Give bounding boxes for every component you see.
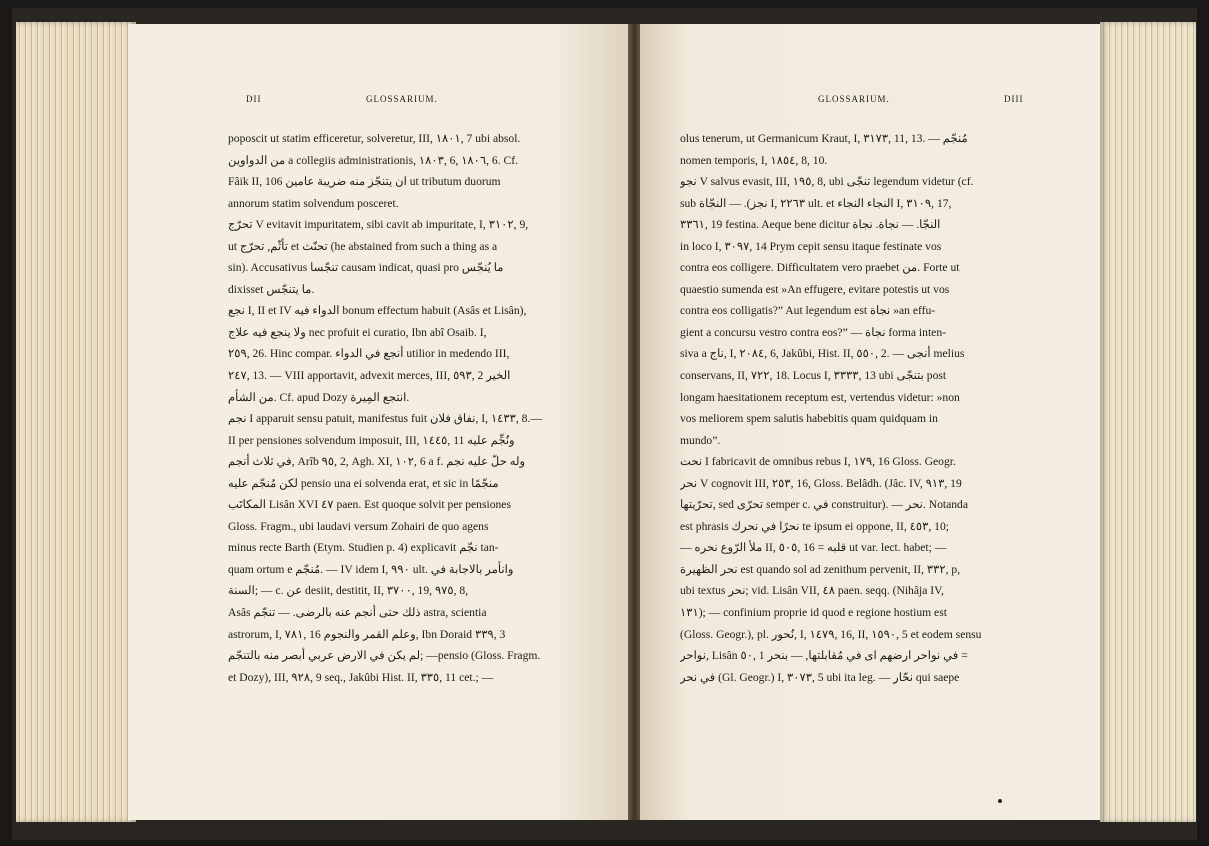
left-page: [128, 24, 630, 820]
text-line: gient a concursu vestro contra eos?” — نجاة forma inten-: [680, 325, 946, 339]
right-page-number: DIII: [1004, 94, 1024, 104]
text-line: est phrasis نحرًا في نحرك te ipsum ei oppone, II, ٤٥٣, 10;: [680, 519, 949, 533]
ink-speck: [998, 799, 1002, 803]
text-line: نحر الظهيرة est quando sol ad zenithum pervenit, II, ٣٣٢, p,: [680, 562, 961, 576]
right-page-body: [680, 128, 1060, 688]
text-line: vos meliorem spem salutis habebitis quam quidquam in: [680, 412, 938, 426]
text-line: annorum statim solvendum posceret.: [228, 196, 399, 210]
text-line: نواحر, Lisân ٥٠, 1 في نواحر ارضهم اى في مُقابلتها, — بنحر =: [680, 649, 968, 663]
text-line: longam haesitationem receptum est, vertendus videtur: »non: [680, 390, 960, 404]
text-line: في ثلاث أنجم, Arîb ٩٥, 2, Agh. XI, ١٠٢, 6 a f. وله حلّ عليه نجم: [228, 455, 526, 469]
text-line: Asâs ذلك حتى أنجم عنه بالرضى. — تنجّم astra, scientia: [228, 606, 487, 620]
text-line: نجو V salvus evasit, III, ١٩٥, 8, ubi تنجّى legendum videtur (cf.: [680, 175, 974, 189]
text-line: في نحر (Gl. Geogr.) I, ٣٠٧٣, 5 ubi ita leg. — نحّار qui saepe: [680, 670, 960, 684]
text-line: — ملأ الرّوع نحره II, ٥٠٥, 16 = قلبه ut var. lect. habet; —: [680, 541, 947, 555]
text-line: ١٣١); — confinium proprie id quod e regione hostium est: [680, 606, 947, 620]
text-line: quam ortum e مُنجّم. — IV idem I, ٩٩٠ ult. وانأمر بالاجابة في: [228, 562, 514, 576]
left-page-number: DII: [246, 94, 262, 104]
right-page-edges: [1100, 22, 1196, 822]
text-line: لكن مُنجّم عليه pensio una ei solvenda erat, et sic in منجّمًا: [228, 476, 499, 490]
text-line: quaestio sumenda est »An effugere, evitare potestis ut vos: [680, 282, 950, 296]
text-line: mundo”.: [680, 433, 721, 447]
text-line: نجع I, II et IV الدواء فيه bonum effectum habuit (Asâs et Lisân),: [228, 304, 527, 318]
text-line: in loco I, ٣٠٩٧, 14 Prym cepit sensu itaque festinate vos: [680, 239, 942, 253]
left-running-head: GLOSSARIUM.: [366, 94, 438, 104]
text-line: تحرّيتها, sed تحرّى semper c. في construitur). — نحر. Notanda: [680, 498, 968, 512]
text-line: ٢٤٧, 13. — VIII apportavit, advexit merces, III, ٥٩٣, 2 الخير: [228, 369, 511, 383]
text-line: ٢٥٩, 26. Hinc compar. أنجع في الدواء utilior in medendo III,: [228, 347, 510, 361]
text-line: dixisset ما يتنجّس.: [228, 282, 315, 296]
text-line: المكاتَب Lisân XVI ٤٧ paen. Est quoque solvit per pensiones: [228, 498, 511, 512]
right-page: [640, 24, 1100, 820]
text-line: السنة; — c. عن desiit, destitit, II, ٣٧٠٠, 19, ٩٧٥, 8,: [228, 584, 469, 598]
text-line: Gloss. Fragm., ubi laudavi versum Zohairi de quo agens: [228, 519, 489, 533]
text-line: ubi textus نحر; vid. Lisân VII, ٤٨ paen. seqq. (Nihâja IV,: [680, 584, 944, 598]
text-line: contra eos colligere. Difficultatem vero praebet من. Forte ut: [680, 261, 960, 275]
text-line: sub نجز). — النجّاة I, ٢٢٦٣ ult. et النجاء النجاء I, ٣١٠٩, 17,: [680, 196, 952, 210]
text-line: II per pensiones solvendum imposuit, III, ١٤٤٥, 11 ونُجِّم عليه: [228, 433, 515, 447]
text-line: conservans, II, ٧٢٢, 18. Locus I, ٣٣٣٣, 13 ubi بتنجّى post: [680, 369, 947, 383]
text-line: poposcit ut statim efficeretur, solveretur, III, ١٨٠١, 7 ubi absol.: [228, 132, 521, 145]
text-line: ولا ينجع فيه علاج nec profuit ei curatio, Ibn abî Osaib. I,: [228, 325, 487, 339]
left-page-edges: [16, 22, 136, 822]
text-line: astrorum, I, ٧٨١, 16 وعلم القمر والنجوم, Ibn Doraid ٣٣٩, 3: [228, 627, 506, 641]
text-line: من الدواوين a collegiis administrationis, ١٨٠٣, 6, ١٨٠٦, 6. Cf.: [228, 153, 519, 167]
text-line: نحر V cognovit III, ٢٥٣, 16, Gloss. Belâdh. (Jâc. IV, ٩١٣, 19: [680, 476, 962, 490]
text-line: نجم I apparuit sensu patuit, manifestus fuit نفاق فلان, I, ١٤٣٣, 8.—: [228, 412, 542, 426]
right-running-head: GLOSSARIUM.: [818, 94, 890, 104]
text-line: olus tenerum, ut Germanicum Kraut, I, ٣١٧٣, 11, 13. — مُنجّم: [680, 132, 968, 145]
text-line: contra eos colligatis?” Aut legendum est نجاة »an effu-: [680, 304, 936, 318]
text-line: ut تأثّم, تحرّج et تحنّث (he abstained from such a thing as a: [228, 239, 498, 253]
text-line: Fâik II, 106 ان يتنجّز منه ضريبة عامين ut tributum duorum: [228, 175, 501, 189]
text-line: ٣٣٦١, 19 festina. Aeque bene dicitur النجّا. — نجاة. نجاة: [680, 218, 941, 232]
text-line: sin). Accusativus تنجّسا causam indicat, quasi pro ما يُنجّس: [228, 261, 504, 275]
text-line: نحت I fabricavit de omnibus rebus I, ١٧٩, 16 Gloss. Geogr.: [680, 455, 956, 469]
text-line: تحرّج V evitavit impuritatem, sibi cavit ab impuritate, I, ٣١٠٢, 9,: [228, 218, 529, 232]
text-line: من الشأم. Cf. apud Dozy انتجع المِيرة.: [228, 390, 410, 404]
text-line: minus recte Barth (Etym. Studien p. 4) explicavit نجّم tan-: [228, 541, 499, 555]
text-line: siva a ناج, I, ٢٠٨٤, 6, Jakûbi, Hist. II, ٥٥٠, 2. — أنجى melius: [680, 347, 965, 361]
text-line: (Gloss. Geogr.), pl. نُحور, I, ١٤٧٩, 16, II, ١٥٩٠, 5 et eodem sensu: [680, 627, 982, 641]
text-line: لم يكن في الارض عربي أبصر منه بالتنجّم; —pensio (Gloss. Fragm.: [228, 649, 541, 663]
left-page-body: [228, 128, 600, 688]
text-line: et Dozy), III, ٩٢٨, 9 seq., Jakûbi Hist. II, ٣٣٥, 11 cet.; —: [228, 670, 494, 684]
text-line: nomen temporis, I, ١٨٥٤, 8, 10.: [680, 153, 828, 167]
